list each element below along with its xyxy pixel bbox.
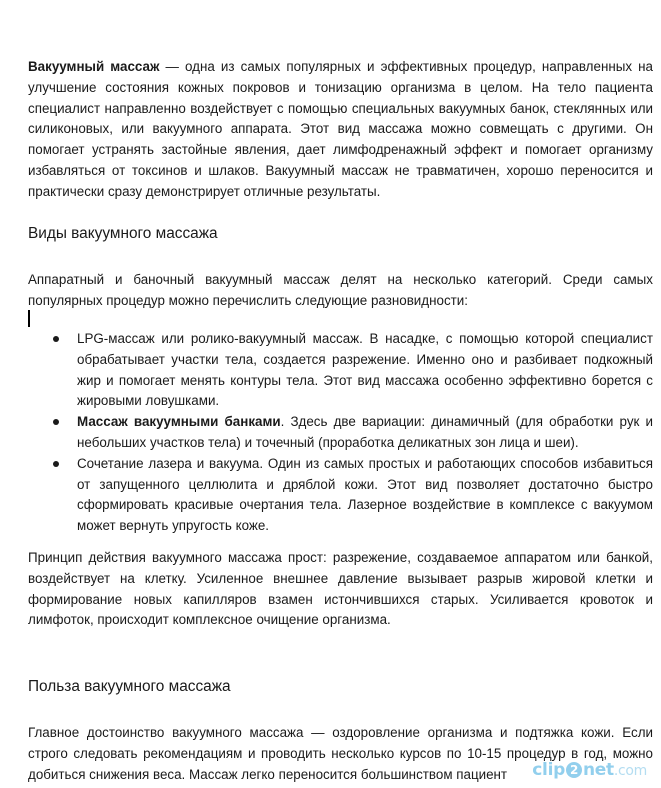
list-item-bold: Массаж вакуумными банками <box>77 414 281 430</box>
bullet-icon <box>53 461 59 467</box>
list-item-text: Сочетание лазера и вакуума. Один из самых простых и работающих способов избавиться от запущенного целлюлита и дряблой кожи. Этот вид позволяет достаточно быстро сформировать красивые очертания тела. Лазерное воздействие в комплексе с вакуумом может вернуть упругость коже. <box>77 455 653 534</box>
watermark-part1: clip <box>532 760 565 780</box>
list-item <box>77 412 653 454</box>
list-item-text: . Здесь две вариации: динамичный (для обработки рук и небольших участков тела) и точечный (проработка деликатных зон лица и шеи). <box>77 414 653 450</box>
section-heading-benefits: Польза вакуумного массажа <box>28 678 231 695</box>
list-item <box>77 454 653 537</box>
clip2net-watermark <box>532 760 647 780</box>
intro-paragraph <box>28 57 653 203</box>
list-item-text: LPG-массаж или ролико-вакуумный массаж. В насадке, с помощью которой специалист обрабатывает участки тела, создается разрежение. Именно оно и разбивает подкожный жир и помогает менять контуры тела. Этот вид массажа особенно эффективно борется с жировыми ловушками. <box>77 331 653 409</box>
section-heading-types: Виды вакуумного массажа <box>28 225 218 242</box>
types-paragraph: Аппаратный и баночный вакуумный массаж делят на несколько категорий. Среди самых популярных процедур можно перечислить следующие разновидности: <box>28 272 653 308</box>
list-item <box>77 329 653 412</box>
types-list <box>77 329 653 537</box>
intro-bold-term: Вакуумный массаж <box>28 59 160 74</box>
watermark-part2: 2 <box>566 762 582 778</box>
bullet-icon <box>53 419 59 425</box>
text-cursor <box>28 310 30 327</box>
benefits-paragraph: Главное достоинство вакуумного массажа — оздоровление организма и подтяжка кожи. Если строго следовать рекомендациям и проводить несколько курсов по 10-15 процедур в год, можно добиться снижения веса. Массаж легко переносится большинством пациент <box>28 725 653 782</box>
bullet-icon <box>53 336 59 342</box>
watermark-part4: .com <box>613 763 647 779</box>
principle-paragraph: Принцип действия вакуумного массажа прост: разрежение, создаваемое аппаратом или банкой, воздействует на клетку. Усиленное внешнее давление вызывает разрыв жировой клетки и формирование новых капилляров взамен истончившихся старых. Усиливается кровоток и лимфоток, происходит комплексное очищение организма. <box>28 550 653 628</box>
intro-text: — одна из самых популярных и эффективных процедур, направленных на улучшение состояния кожных покровов и тонизацию организма в целом. На тело пациента специалист направленно воздействует с помощью специальных вакуумных банок, стеклянных или силиконовых, или вакуумного аппарата. Этот вид массажа можно совмещать с другими. Он помогает устранять застойные явления, дает лимфодренажный эффект и помогает организму избавляться от токсинов и шлаков. Вакуумный массаж не травматичен, хорошо переносится и практически сразу демонстрирует отличные результаты. <box>28 59 653 199</box>
watermark-part3: net <box>582 760 614 780</box>
